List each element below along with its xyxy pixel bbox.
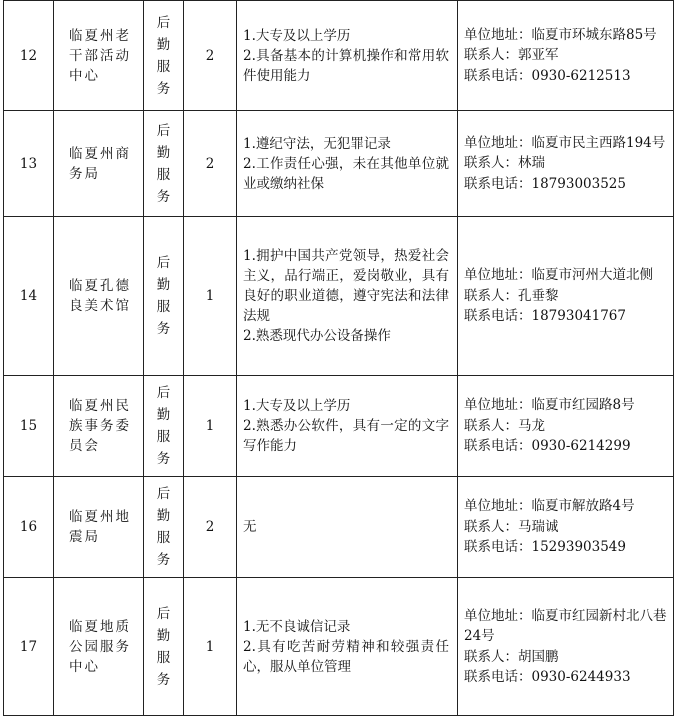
requirement-item: 1.大专及以上学历 xyxy=(243,27,351,44)
requirement-item: 1.遵纪守法，无犯罪记录 xyxy=(243,135,391,152)
position-category: 后勤服务 xyxy=(144,578,184,716)
contact-person: 联系人：孔垂黎 xyxy=(464,287,559,304)
row-number: 13 xyxy=(4,111,54,217)
requirements xyxy=(237,376,458,477)
contact-person: 联系人：林瑞 xyxy=(464,155,545,172)
row-number: 16 xyxy=(4,477,54,578)
requirement-item: 2.熟悉现代办公设备操作 xyxy=(243,328,391,344)
contact-info xyxy=(458,376,674,477)
position-category: 后勤服务 xyxy=(144,376,184,477)
unit-address: 单位地址：临夏市环城东路85号 xyxy=(464,26,657,43)
unit-address: 单位地址：临夏市民主西路194号 xyxy=(464,134,666,151)
contact-phone: 联系电话：18793041767 xyxy=(464,308,626,325)
contact-info xyxy=(458,111,674,217)
unit-name: 临夏地质公园服务中心 xyxy=(54,578,144,716)
unit-name: 临夏州地震局 xyxy=(54,477,144,578)
unit-address: 单位地址：临夏市红园新村北八巷24号 xyxy=(464,607,667,644)
position-category: 后勤服务 xyxy=(144,1,184,111)
contact-phone: 联系电话：0930-6244933 xyxy=(464,669,631,685)
unit-address: 单位地址：临夏市红园路8号 xyxy=(464,397,635,414)
contact-phone: 联系电话：18793003525 xyxy=(464,175,626,192)
requirement-item: 1.大专及以上学历 xyxy=(243,398,351,414)
unit-name: 临夏州老干部活动中心 xyxy=(54,1,144,111)
row-number: 12 xyxy=(4,1,54,111)
requirement-item: 1.无不良诚信记录 xyxy=(243,618,351,635)
table-row xyxy=(4,376,674,477)
contact-info xyxy=(458,1,674,111)
row-number: 17 xyxy=(4,578,54,716)
requirement-item: 2.具有吃苦耐劳精神和较强责任心，服从单位管理 xyxy=(243,638,449,675)
contact-person: 联系人：胡国鹏 xyxy=(464,648,559,665)
contact-info xyxy=(458,217,674,376)
table-row xyxy=(4,477,674,578)
position-count: 1 xyxy=(184,376,237,477)
recruitment-table xyxy=(3,0,674,716)
unit-address: 单位地址：临夏市河州大道北侧 xyxy=(464,267,653,284)
requirement-item: 2.熟悉办公软件，具有一定的文字写作能力 xyxy=(243,418,449,454)
requirements xyxy=(237,578,458,716)
position-count: 2 xyxy=(184,477,237,578)
row-number: 14 xyxy=(4,217,54,376)
position-count: 2 xyxy=(184,1,237,111)
requirements xyxy=(237,111,458,217)
contact-person: 联系人：郭亚军 xyxy=(464,47,559,64)
position-category: 后勤服务 xyxy=(144,217,184,376)
contact-person: 联系人：马龙 xyxy=(464,417,545,434)
position-count: 2 xyxy=(184,111,237,217)
contact-info xyxy=(458,477,674,578)
table-row xyxy=(4,578,674,716)
requirement-item: 2.工作责任心强，未在其他单位就业或缴纳社保 xyxy=(243,155,449,192)
contact-phone: 联系电话：0930-6212513 xyxy=(464,67,631,84)
contact-phone: 联系电话：0930-6214299 xyxy=(464,438,631,455)
unit-name: 临夏州商务局 xyxy=(54,111,144,217)
table-row xyxy=(4,1,674,111)
position-category: 后勤服务 xyxy=(144,477,184,578)
requirements xyxy=(237,1,458,111)
unit-name: 临夏孔德良美术馆 xyxy=(54,217,144,376)
unit-address: 单位地址：临夏市解放路4号 xyxy=(464,498,635,515)
requirement-item: 2.具备基本的计算机操作和常用软件使用能力 xyxy=(243,47,449,84)
contact-info xyxy=(458,578,674,716)
position-count: 1 xyxy=(184,578,237,716)
position-count: 1 xyxy=(184,217,237,376)
position-category: 后勤服务 xyxy=(144,111,184,217)
requirement-item: 无 xyxy=(243,519,257,535)
requirements xyxy=(237,217,458,376)
row-number: 15 xyxy=(4,376,54,477)
requirement-item: 1.拥护中国共产党领导，热爱社会主义，品行端正，爱岗敬业，具有良好的职业道德，遵守宪法和法律法规 xyxy=(243,248,449,324)
contact-phone: 联系电话：15293903549 xyxy=(464,539,626,556)
unit-name: 临夏州民族事务委员会 xyxy=(54,376,144,477)
requirements xyxy=(237,477,458,578)
contact-person: 联系人：马瑞诚 xyxy=(464,518,559,535)
table-row xyxy=(4,217,674,376)
table-row xyxy=(4,111,674,217)
